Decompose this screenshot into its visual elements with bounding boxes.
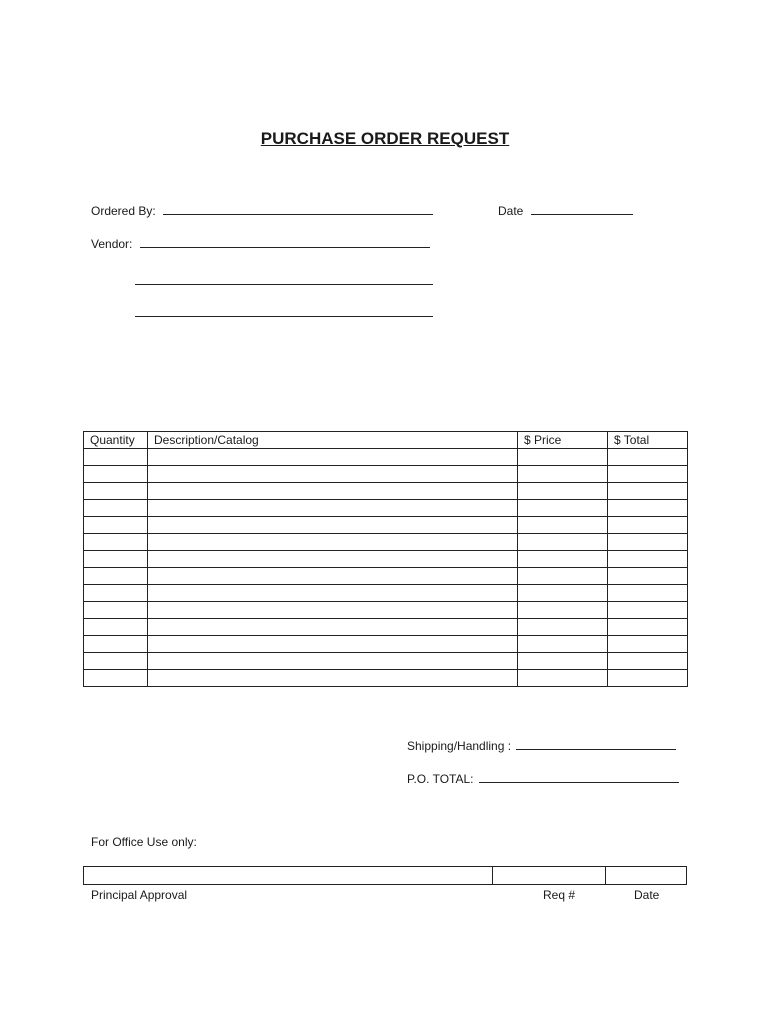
table-header-row (84, 432, 688, 449)
po-total-row (407, 771, 679, 786)
req-number-box[interactable] (492, 866, 606, 885)
price-cell[interactable] (518, 636, 608, 653)
total-cell[interactable] (608, 602, 688, 619)
ordered-by-field[interactable] (163, 203, 433, 215)
approval-date-label: Date (634, 888, 660, 902)
principal-approval-box[interactable] (83, 866, 493, 885)
quantity-cell[interactable] (84, 483, 148, 500)
table-row (84, 568, 688, 585)
description-cell[interactable] (148, 602, 518, 619)
total-cell[interactable] (608, 534, 688, 551)
price-cell[interactable] (518, 517, 608, 534)
req-number-label: Req # (543, 888, 576, 902)
page-title: PURCHASE ORDER REQUEST (260, 129, 510, 148)
table-row (84, 602, 688, 619)
total-cell[interactable] (608, 568, 688, 585)
shipping-row (407, 738, 676, 753)
vendor-address-line-2[interactable] (135, 316, 433, 317)
price-cell[interactable] (518, 585, 608, 602)
price-cell[interactable] (518, 670, 608, 687)
description-cell[interactable] (148, 551, 518, 568)
quantity-cell[interactable] (84, 568, 148, 585)
date-row (498, 203, 633, 218)
quantity-cell[interactable] (84, 602, 148, 619)
table-row (84, 653, 688, 670)
col-total-header: $ Total (608, 432, 688, 449)
ordered-by-label: Ordered By: (91, 204, 156, 218)
shipping-field[interactable] (516, 738, 676, 750)
total-cell[interactable] (608, 670, 688, 687)
description-cell[interactable] (148, 517, 518, 534)
table-row (84, 534, 688, 551)
table-row (84, 517, 688, 534)
ordered-by-row (91, 203, 433, 218)
quantity-cell[interactable] (84, 636, 148, 653)
table-row (84, 619, 688, 636)
description-cell[interactable] (148, 466, 518, 483)
description-cell[interactable] (148, 636, 518, 653)
price-cell[interactable] (518, 653, 608, 670)
vendor-address-line-1[interactable] (135, 284, 433, 285)
office-use-heading: For Office Use only: (91, 835, 197, 849)
total-cell[interactable] (608, 517, 688, 534)
price-cell[interactable] (518, 568, 608, 585)
table-row (84, 449, 688, 466)
quantity-cell[interactable] (84, 534, 148, 551)
table-row (84, 636, 688, 653)
total-cell[interactable] (608, 500, 688, 517)
table-row (84, 483, 688, 500)
quantity-cell[interactable] (84, 585, 148, 602)
description-cell[interactable] (148, 534, 518, 551)
po-total-label: P.O. TOTAL: (407, 772, 474, 786)
quantity-cell[interactable] (84, 517, 148, 534)
description-cell[interactable] (148, 670, 518, 687)
table-row (84, 670, 688, 687)
date-label: Date (498, 204, 524, 218)
items-table (83, 431, 688, 687)
vendor-label: Vendor: (91, 237, 133, 251)
price-cell[interactable] (518, 449, 608, 466)
total-cell[interactable] (608, 653, 688, 670)
price-cell[interactable] (518, 466, 608, 483)
description-cell[interactable] (148, 449, 518, 466)
quantity-cell[interactable] (84, 551, 148, 568)
quantity-cell[interactable] (84, 466, 148, 483)
description-cell[interactable] (148, 585, 518, 602)
description-cell[interactable] (148, 500, 518, 517)
quantity-cell[interactable] (84, 619, 148, 636)
po-total-field[interactable] (479, 771, 679, 783)
col-quantity-header: Quantity (84, 432, 148, 449)
total-cell[interactable] (608, 449, 688, 466)
vendor-row (91, 236, 430, 251)
total-cell[interactable] (608, 466, 688, 483)
price-cell[interactable] (518, 602, 608, 619)
description-cell[interactable] (148, 619, 518, 636)
table-row (84, 585, 688, 602)
total-cell[interactable] (608, 551, 688, 568)
description-cell[interactable] (148, 568, 518, 585)
description-cell[interactable] (148, 653, 518, 670)
price-cell[interactable] (518, 534, 608, 551)
shipping-label: Shipping/Handling : (407, 739, 512, 753)
price-cell[interactable] (518, 500, 608, 517)
date-field[interactable] (531, 203, 633, 215)
table-row (84, 466, 688, 483)
quantity-cell[interactable] (84, 670, 148, 687)
description-cell[interactable] (148, 483, 518, 500)
approval-date-box[interactable] (605, 866, 687, 885)
table-row (84, 551, 688, 568)
total-cell[interactable] (608, 483, 688, 500)
price-cell[interactable] (518, 551, 608, 568)
price-cell[interactable] (518, 483, 608, 500)
col-price-header: $ Price (518, 432, 608, 449)
quantity-cell[interactable] (84, 653, 148, 670)
col-description-header: Description/Catalog (148, 432, 518, 449)
quantity-cell[interactable] (84, 449, 148, 466)
total-cell[interactable] (608, 636, 688, 653)
quantity-cell[interactable] (84, 500, 148, 517)
price-cell[interactable] (518, 619, 608, 636)
total-cell[interactable] (608, 585, 688, 602)
total-cell[interactable] (608, 619, 688, 636)
table-row (84, 500, 688, 517)
vendor-field[interactable] (140, 236, 430, 248)
principal-approval-label: Principal Approval (91, 888, 188, 902)
